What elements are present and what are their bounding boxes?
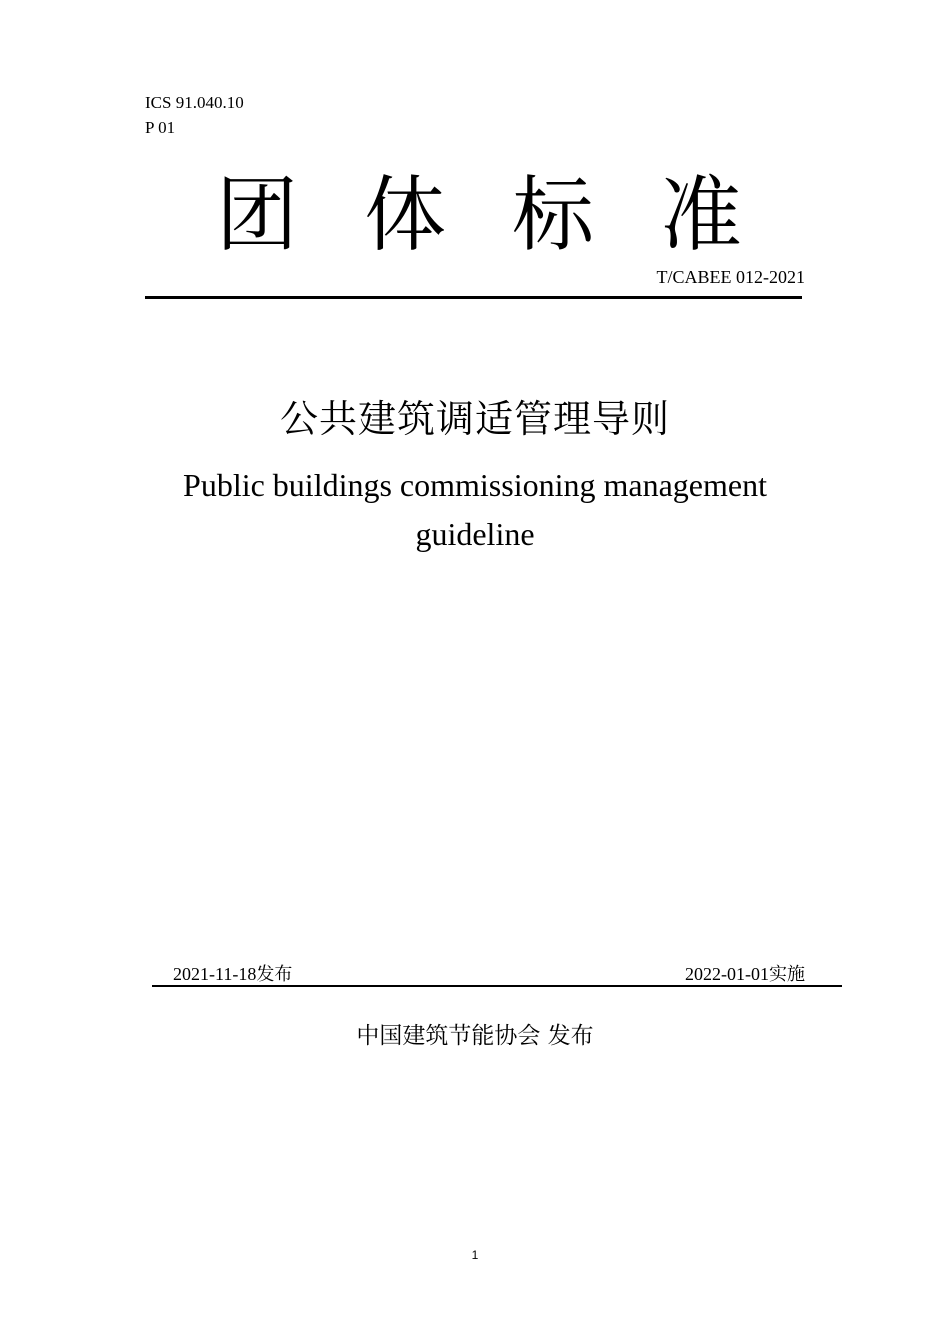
publisher: 中国建筑节能协会 发布 bbox=[356, 1023, 594, 1049]
ccs-code: P 01 bbox=[145, 118, 176, 137]
header-divider bbox=[145, 296, 802, 299]
date-divider bbox=[152, 985, 842, 987]
ics-code: ICS 91.040.10 bbox=[145, 93, 244, 112]
standard-type-char: 标 bbox=[512, 168, 595, 263]
implementation-date: 2022-01-01实施 bbox=[685, 964, 805, 984]
standard-type-heading bbox=[0, 168, 950, 264]
issue-date: 2021-11-18发布 bbox=[173, 964, 293, 984]
standard-type-char: 团 bbox=[216, 168, 299, 263]
standard-number: T/CABEE 012-2021 bbox=[656, 267, 805, 287]
page-number: 1 bbox=[471, 1248, 479, 1262]
title-chinese: 公共建筑调适管理导则 bbox=[279, 397, 670, 441]
standard-type-char: 体 bbox=[364, 168, 447, 263]
standard-type-char: 准 bbox=[660, 168, 743, 263]
title-english: Public buildings commissioning management guideline bbox=[183, 467, 767, 552]
